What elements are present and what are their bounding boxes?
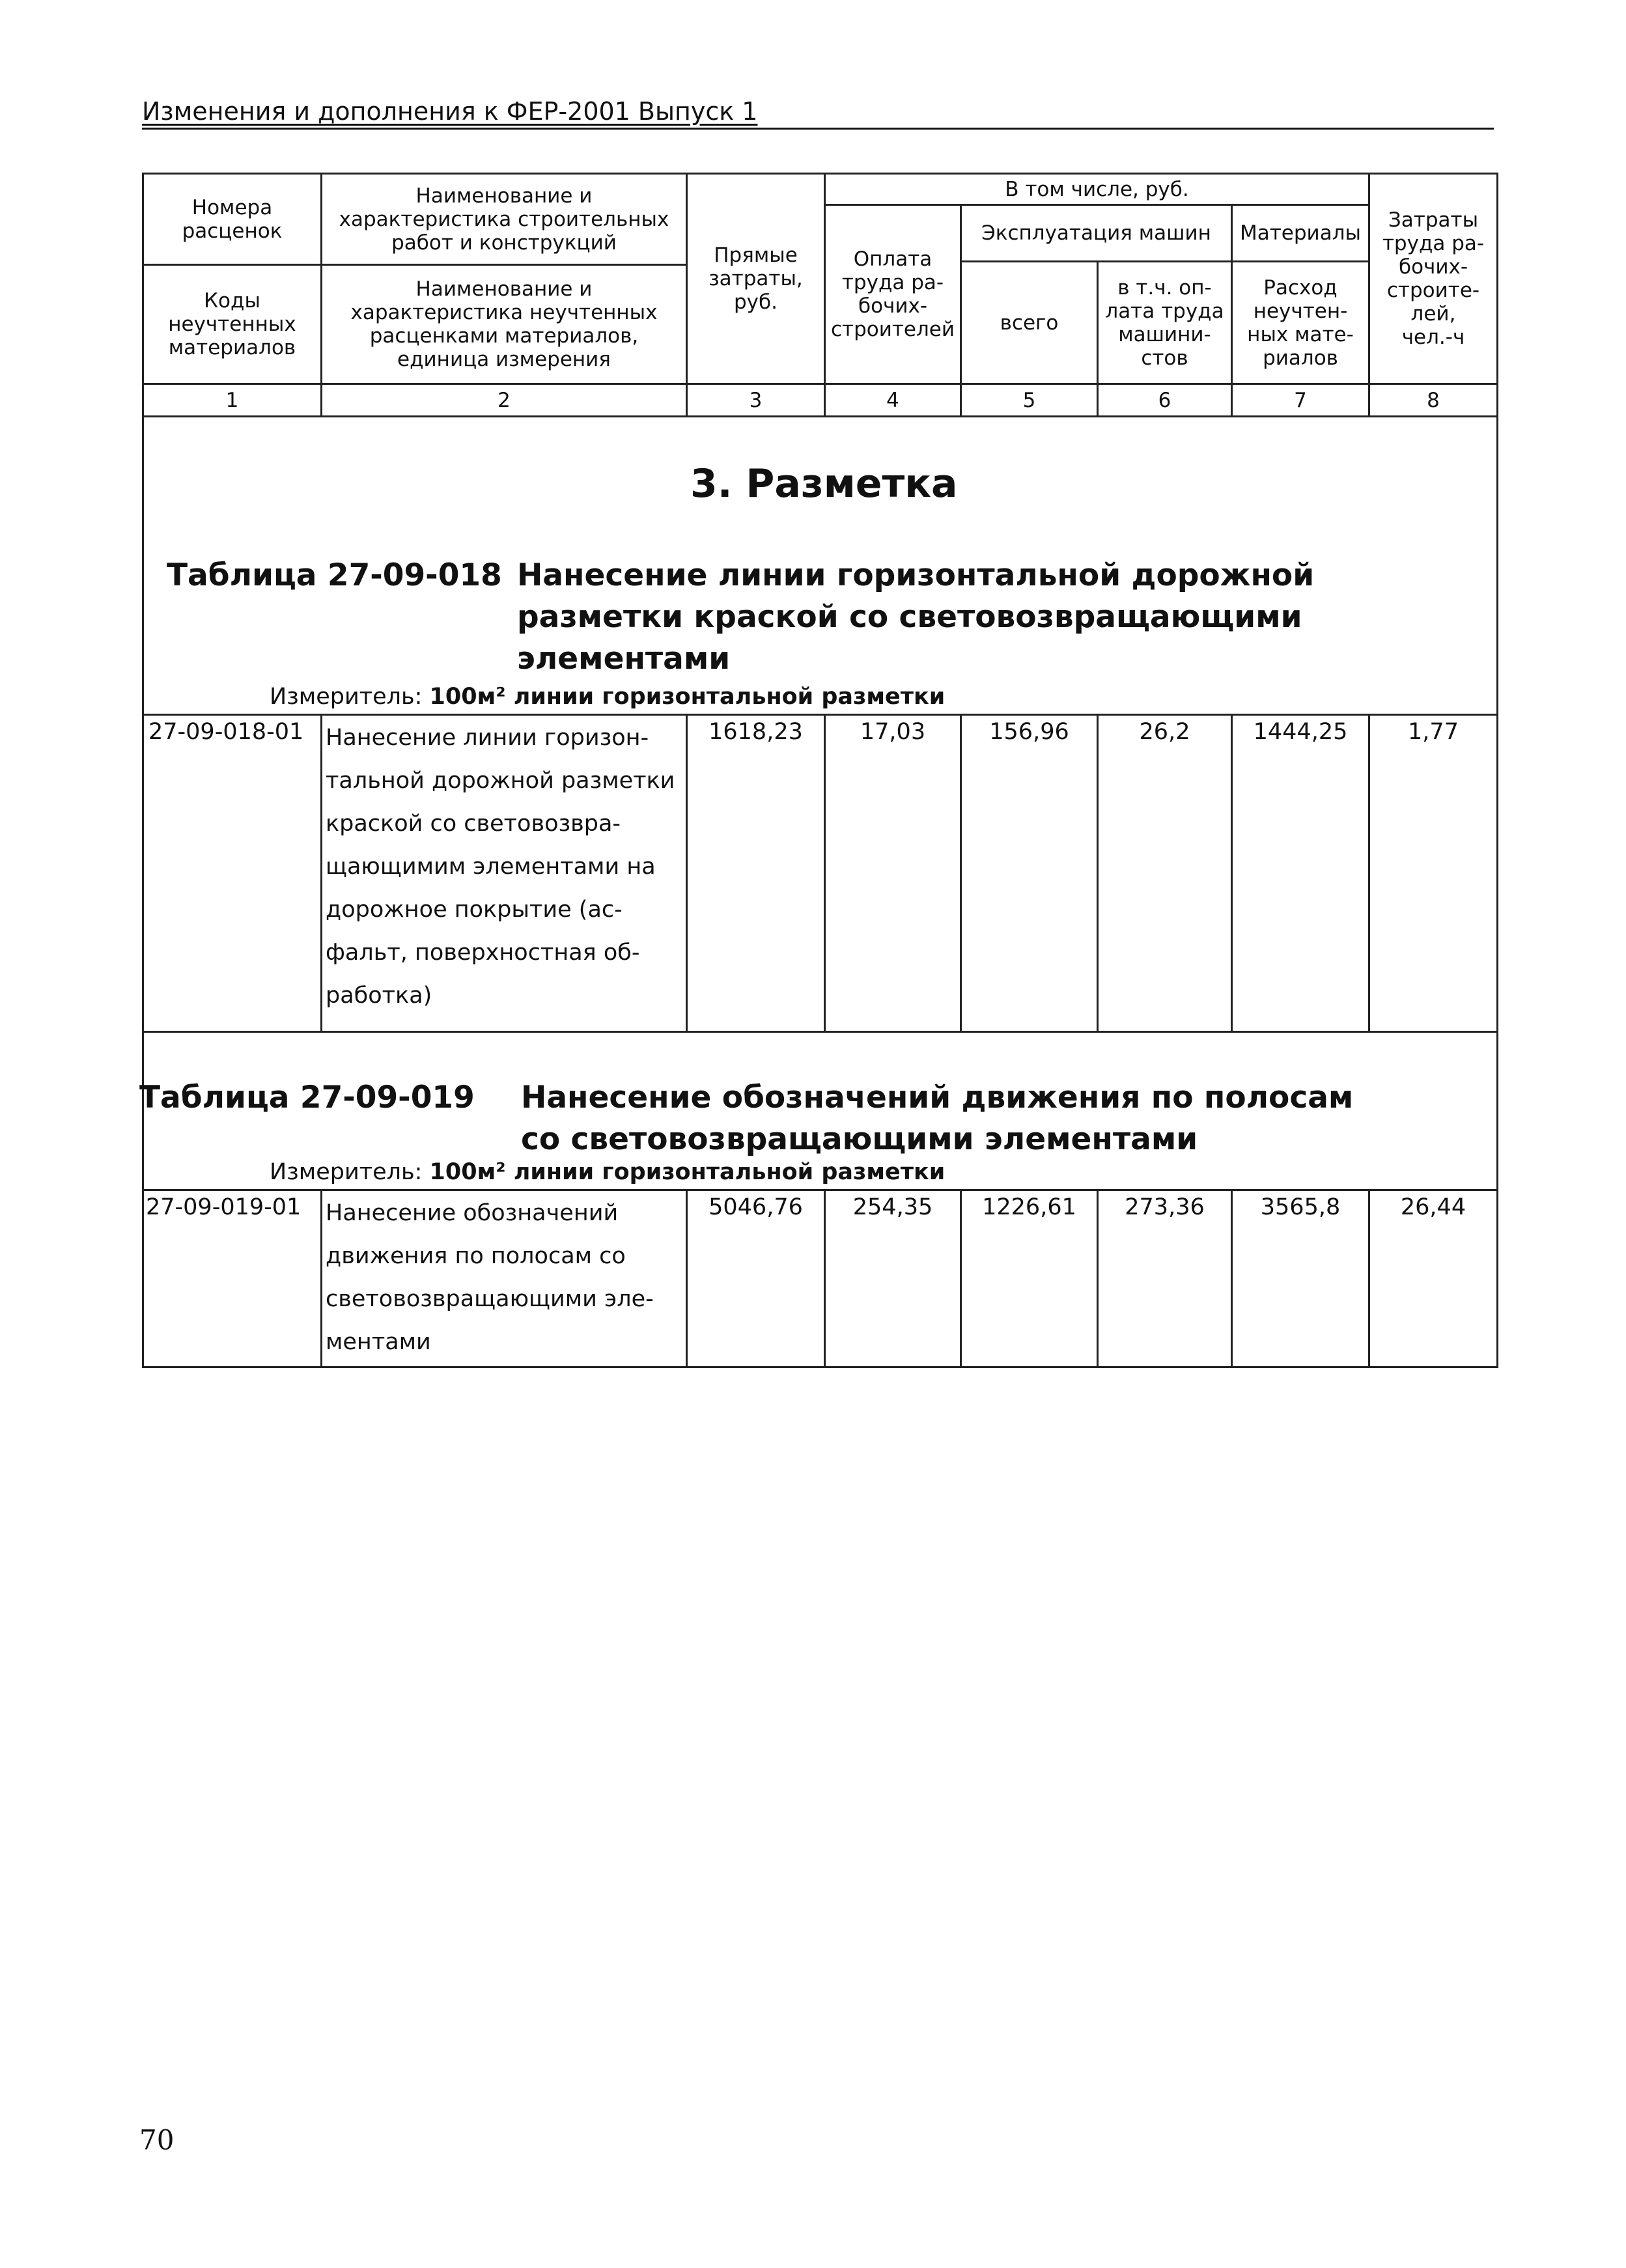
col1-top-line: расценок [182,219,283,243]
table1-measure [270,684,945,710]
table2-labor-pay: 254,35 [852,1194,933,1220]
col-number: 5 [1022,388,1036,412]
table2-labor-hours: 26,44 [1400,1194,1466,1220]
col-number: 4 [886,388,899,412]
table1-labor-hours: 1,77 [1408,719,1459,745]
desc-line: фальт, поверхностная об- [326,940,640,966]
col3-line: Прямые [714,244,798,267]
table2-title [521,1077,1353,1160]
col-number: 1 [225,388,239,412]
desc-line: ментами [326,1329,431,1355]
table2-title-line: со световозвращающими элементами [521,1121,1198,1157]
col6-header [1099,262,1231,383]
table2-direct-costs: 5046,76 [708,1194,803,1220]
col1-top-header [144,175,320,264]
machines-header [962,206,1231,260]
running-head [142,96,1494,130]
measure-prefix: Измеритель: [270,684,423,710]
materials-header [1233,206,1368,260]
table1-direct-costs: 1618,23 [708,719,803,745]
measure-value: 100м² линии горизонтальной разметки [429,1159,946,1185]
col2-bottom-line: Наименование и [415,277,593,301]
table1-row-top-line [142,714,1498,716]
col4-line: строителей [830,318,955,341]
desc-line: движения по полосам со [326,1243,626,1269]
v-line-8 [1496,173,1498,417]
t1-v-line [1097,714,1099,1033]
col2-top-header [322,175,686,264]
col-number: 3 [749,388,763,412]
table2-measure [270,1159,945,1185]
col6-line: в т.ч. оп- [1117,275,1212,300]
table2-row-bottom-line [142,1366,1498,1368]
col2-top-line: работ и конструкций [391,231,617,255]
table1-row-bottom-line [142,1031,1498,1033]
machines-label: Эксплуатация машин [981,221,1211,245]
col8-line: труда ра- [1382,232,1485,255]
t1-v-line [320,714,322,1033]
table1-row-description [326,716,685,1017]
col7-line: ных мате- [1247,322,1354,346]
col3-line: руб. [734,290,778,314]
col4-line: Оплата [853,247,932,271]
outer-right-line [1496,415,1498,1368]
table1-materials: 1444,25 [1253,719,1348,745]
col1-top-line: Номера [191,195,273,219]
col8-header [1370,175,1496,383]
col1-bottom-line: Коды [204,289,260,313]
col-number: 2 [498,388,511,412]
col2-bottom-line: расценками материалов, [369,324,639,348]
col-number: 7 [1294,388,1307,412]
col5-header [962,262,1097,383]
col1-bottom-line: неучтенных [168,313,296,336]
col3-header [688,175,824,383]
col-number: 6 [1158,388,1171,412]
col8-line: Затраты [1388,208,1479,232]
numbers-bottom-line [142,415,1498,417]
measure-prefix: Измеритель: [270,1159,423,1185]
col1-bottom-line: материалов [168,336,296,359]
table2-label: Таблица 27-09-019 [139,1080,475,1115]
table1-row-code: 27-09-018-01 [148,719,304,745]
col8-line: лей, [1410,302,1456,326]
desc-line: работка) [326,983,432,1009]
table2-row-description [326,1192,685,1364]
col4-line: труда ра- [841,271,944,294]
desc-line: Нанесение обозначений [326,1200,619,1226]
t1-v-line [1368,714,1370,1033]
col-number: 8 [1427,388,1440,412]
t1-v-line [1231,714,1233,1033]
table2-title-line: Нанесение обозначений движения по полосам [521,1080,1354,1115]
page-number: 70 [139,2124,175,2156]
table1-machinist-pay: 26,2 [1139,719,1190,745]
col7-line: Расход [1263,275,1338,300]
table2-machinist-pay: 273,36 [1125,1194,1205,1220]
table2-machines-total: 1226,61 [982,1194,1076,1220]
running-head-text: Изменения и дополнения к ФЕР-2001 Выпуск 1 [142,97,758,126]
materials-label: Материалы [1240,221,1361,245]
table1-title-line: разметки краской со световозвращающими [517,599,1302,635]
col4-header [826,206,960,383]
outer-left-line [142,415,144,1368]
table1-title-line: элементами [517,641,731,677]
table1-title [517,555,1314,680]
table1-machines-total: 156,96 [989,719,1069,745]
col8-line: бочих- [1398,255,1468,279]
col2-bottom-line: единица измерения [397,348,611,371]
table1-title-line: Нанесение линии горизонтальной дорожной [517,557,1315,593]
t1-v-line [960,714,962,1033]
desc-line: световозвращающими эле- [326,1286,654,1312]
section-title: 3. Разметка [690,461,958,507]
col7-line: неучтен- [1253,299,1348,323]
table1-label: Таблица 27-09-018 [167,557,502,593]
col6-line: лата труда [1105,299,1224,323]
col2-bottom-line: характеристика неучтенных [350,301,658,324]
t1-v-line [686,714,688,1033]
t2-v-line [320,1189,322,1368]
col6-line: машини- [1118,322,1211,346]
table2-materials: 3565,8 [1260,1194,1341,1220]
col2-top-line: характеристика строительных [339,207,669,231]
col8-line: чел.-ч [1401,326,1465,349]
table2-row-top-line [142,1189,1498,1191]
measure-value: 100м² линии горизонтальной разметки [429,684,946,710]
desc-line: щающимим элементами на [326,854,656,880]
col7-line: риалов [1263,346,1338,370]
col6-line: стов [1141,346,1188,370]
desc-line: Нанесение линии горизон- [326,725,649,751]
col5-label: всего [1000,311,1059,335]
col7-header [1233,262,1368,383]
col1-bottom-header [144,266,320,383]
col2-bottom-header [322,266,686,383]
including-header [826,175,1368,204]
table1-labor-pay: 17,03 [860,719,926,745]
col8-line: строите- [1386,279,1480,302]
col4-line: бочих- [858,294,928,318]
including-label: В том числе, руб. [1005,177,1189,201]
col2-top-line: Наименование и [415,184,593,208]
desc-line: тальной дорожной разметки [326,768,675,794]
table2-row-code: 27-09-019-01 [146,1194,301,1220]
desc-line: краской со световозвра- [326,811,621,837]
col3-line: затраты, [708,267,803,290]
t1-v-line [824,714,826,1033]
desc-line: дорожное покрытие (ас- [326,897,623,923]
